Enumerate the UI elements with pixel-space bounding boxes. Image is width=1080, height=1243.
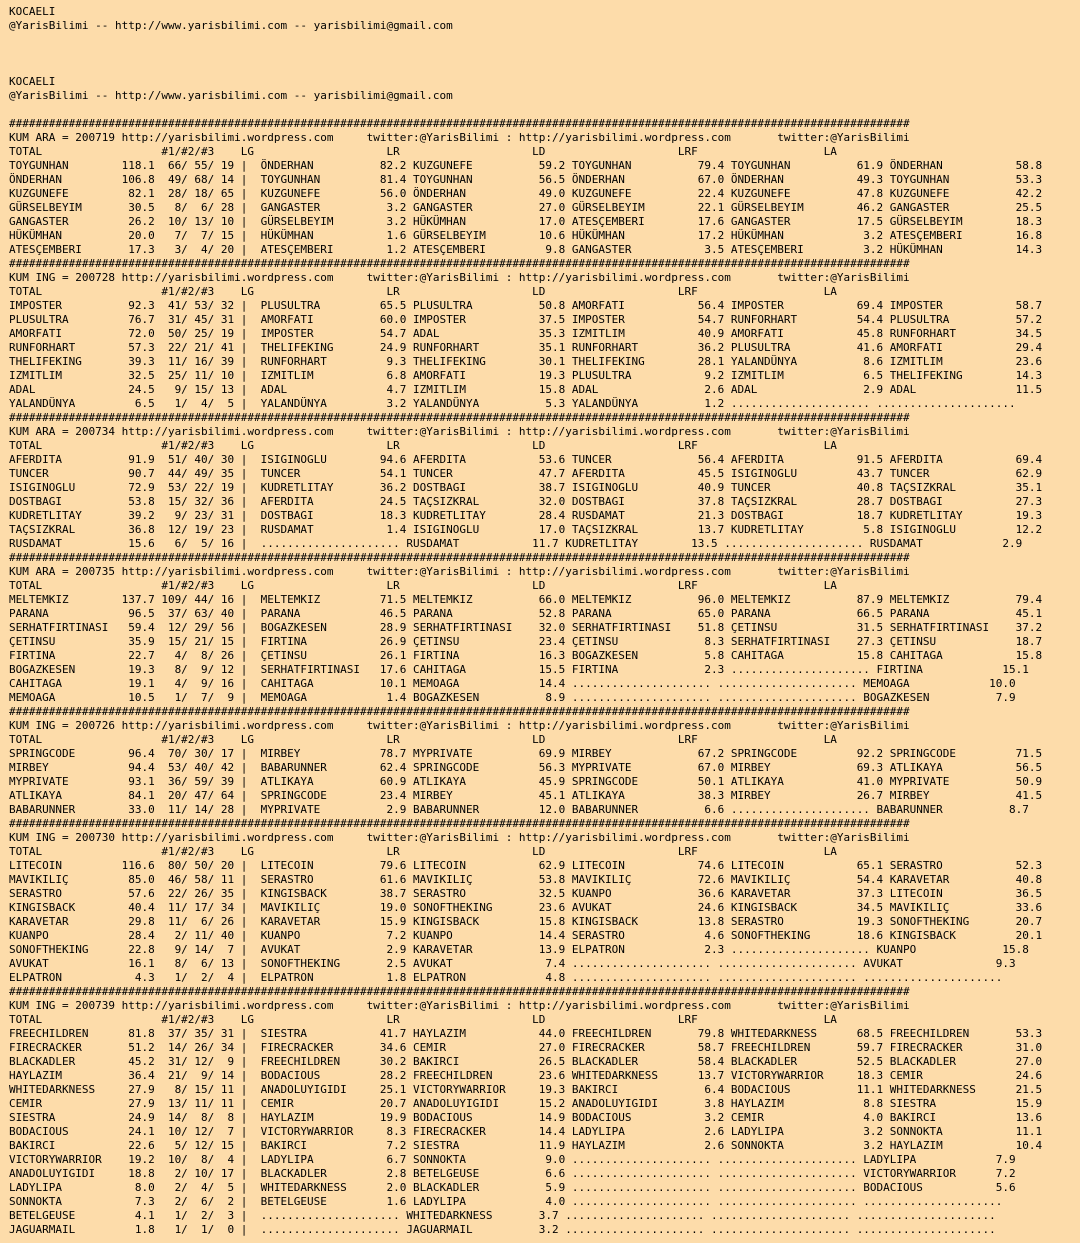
result-row: ELPATRON 4.3 1/ 2/ 4 | ELPATRON 1.8 ELPATRON 4.8 ..................... ..................... .....................: [9, 971, 1003, 984]
result-row: FIRECRACKER 51.2 14/ 26/ 34 | FIRECRACKER 34.6 CEMIR 27.0 FIRECRACKER 58.7 FREECHILDREN 59.7 FIRECRACKER 31.0: [9, 1041, 1043, 1054]
result-row: BODACIOUS 24.1 10/ 12/ 7 | VICTORYWARRIOR 8.3 FIRECRACKER 14.4 LADYLIPA 2.6 LADYLIPA 3.2 SONNOKTA 11.1: [9, 1125, 1043, 1138]
result-row: KARAVETAR 29.8 11/ 6/ 26 | KARAVETAR 15.9 KINGISBACK 15.8 KINGISBACK 13.8 SERASTRO 19.3 SONOFTHEKING 20.7: [9, 915, 1043, 928]
result-row: GANGASTER 26.2 10/ 13/ 10 | GÜRSELBEYIM 3.2 HÜKÜMHAN 17.0 ATESÇEMBERI 17.6 GANGASTER 17.5 GÜRSELBEYIM 18.3: [9, 215, 1043, 228]
result-row: WHITEDARKNESS 27.9 8/ 15/ 11 | ANADOLUYIGIDI 25.1 VICTORYWARRIOR 19.3 BAKIRCI 6.4 BODACIOUS 11.1 WHITEDARKNESS 21.5: [9, 1083, 1043, 1096]
column-header-line: TOTAL #1/#2/#3 LG LR LD LRF LA: [9, 733, 837, 746]
contact-line: @YarisBilimi -- http://www.yarisbilimi.com -- yarisbilimi@gmail.com: [9, 19, 453, 32]
separator-line: ########################################################################################################################################: [9, 817, 910, 830]
result-row: YALANDÜNYA 6.5 1/ 4/ 5 | YALANDÜNYA 3.2 YALANDÜNYA 5.3 YALANDÜNYA 1.2 ..................... .....................: [9, 397, 1016, 410]
result-row: CEMIR 27.9 13/ 11/ 11 | CEMIR 20.7 ANADOLUYIGIDI 15.2 ANADOLUYIGIDI 3.8 HAYLAZIM 8.8 SIESTRA 15.9: [9, 1097, 1043, 1110]
result-row: TOYGUNHAN 118.1 66/ 55/ 19 | ÖNDERHAN 82.2 KUZGUNEFE 59.2 TOYGUNHAN 79.4 TOYGUNHAN 61.9 ÖNDERHAN 58.8: [9, 159, 1043, 172]
contact-line: @YarisBilimi -- http://www.yarisbilimi.com -- yarisbilimi@gmail.com: [9, 89, 453, 102]
blank-line: [9, 47, 1080, 61]
result-row: AVUKAT 16.1 8/ 6/ 13 | SONOFTHEKING 2.5 AVUKAT 7.4 ..................... ..................... AVUKAT 9.3: [9, 957, 1016, 970]
result-row: KUDRETLITAY 39.2 9/ 23/ 31 | DOSTBAGI 18.3 KUDRETLITAY 28.4 RUSDAMAT 21.3 DOSTBAGI 18.7 KUDRETLITAY 19.3: [9, 509, 1043, 522]
separator-line: ########################################################################################################################################: [9, 985, 910, 998]
result-row: ISIGINOGLU 72.9 53/ 22/ 19 | KUDRETLITAY 36.2 DOSTBAGI 38.7 ISIGINOGLU 40.9 TUNCER 40.8 TAÇSIZKRAL 35.1: [9, 481, 1043, 494]
race-header-line: KUM ING = 200730 http://yarisbilimi.wordpress.com twitter:@YarisBilimi : http://yarisbilimi.wordpress.com twitter:@YarisBilimi: [9, 831, 910, 844]
result-row: KINGISBACK 40.4 11/ 17/ 34 | MAVIKILIÇ 19.0 SONOFTHEKING 23.6 AVUKAT 24.6 KINGISBACK 34.5 MAVIKILIÇ 33.6: [9, 901, 1043, 914]
result-row: CAHITAGA 19.1 4/ 9/ 16 | CAHITAGA 10.1 MEMOAGA 14.4 ..................... ..................... MEMOAGA 10.0: [9, 677, 1016, 690]
result-row: GÜRSELBEYIM 30.5 8/ 6/ 28 | GANGASTER 3.2 GANGASTER 27.0 GÜRSELBEYIM 22.1 GÜRSELBEYIM 46.2 GANGASTER 25.5: [9, 201, 1043, 214]
result-row: MEMOAGA 10.5 1/ 7/ 9 | MEMOAGA 1.4 BOGAZKESEN 8.9 ..................... ..................... BOGAZKESEN 7.9: [9, 691, 1016, 704]
result-row: VICTORYWARRIOR 19.2 10/ 8/ 4 | LADYLIPA 6.7 SONNOKTA 9.0 ..................... ..................... LADYLIPA 7.9: [9, 1153, 1016, 1166]
result-row: FREECHILDREN 81.8 37/ 35/ 31 | SIESTRA 41.7 HAYLAZIM 44.0 FREECHILDREN 79.8 WHITEDARKNESS 68.5 FREECHILDREN 53.3: [9, 1027, 1043, 1040]
separator-line: ########################################################################################################################################: [9, 117, 910, 130]
column-header-line: TOTAL #1/#2/#3 LG LR LD LRF LA: [9, 1013, 837, 1026]
result-row: PLUSULTRA 76.7 31/ 45/ 31 | AMORFATI 60.0 IMPOSTER 37.5 IMPOSTER 54.7 RUNFORHART 54.4 PLUSULTRA 57.2: [9, 313, 1043, 326]
result-row: BOGAZKESEN 19.3 8/ 9/ 12 | SERHATFIRTINASI 17.6 CAHITAGA 15.5 FIRTINA 2.3 ..................... FIRTINA 15.1: [9, 663, 1029, 676]
result-row: SERHATFIRTINASI 59.4 12/ 29/ 56 | BOGAZKESEN 28.9 SERHATFIRTINASI 32.0 SERHATFIRTINASI 51.8 ÇETINSU 31.5 SERHATFIRTINASI 37.2: [9, 621, 1043, 634]
column-header-line: TOTAL #1/#2/#3 LG LR LD LRF LA: [9, 145, 837, 158]
result-row: SONNOKTA 7.3 2/ 6/ 2 | BETELGEUSE 1.6 LADYLIPA 4.0 ..................... ..................... .....................: [9, 1195, 1003, 1208]
result-row: ÖNDERHAN 106.8 49/ 68/ 14 | TOYGUNHAN 81.4 TOYGUNHAN 56.5 ÖNDERHAN 67.0 ÖNDERHAN 49.3 TOYGUNHAN 53.3: [9, 173, 1043, 186]
result-row: DOSTBAGI 53.8 15/ 32/ 36 | AFERDITA 24.5 TAÇSIZKRAL 32.0 DOSTBAGI 37.8 TAÇSIZKRAL 28.7 DOSTBAGI 27.3: [9, 495, 1043, 508]
separator-line: ########################################################################################################################################: [9, 551, 910, 564]
race-header-line: KUM ARA = 200734 http://yarisbilimi.wordpress.com twitter:@YarisBilimi : http://yarisbilimi.wordpress.com twitter:@YarisBilimi: [9, 425, 910, 438]
result-row: MIRBEY 94.4 53/ 40/ 42 | BABARUNNER 62.4 SPRINGCODE 56.3 MYPRIVATE 67.0 MIRBEY 69.3 ATLIKAYA 56.5: [9, 761, 1043, 774]
result-row: LADYLIPA 8.0 2/ 4/ 5 | WHITEDARKNESS 2.0 BLACKADLER 5.9 ..................... ..................... BODACIOUS 5.6: [9, 1181, 1016, 1194]
result-row: AMORFATI 72.0 50/ 25/ 19 | IMPOSTER 54.7 ADAL 35.3 IZMITLIM 40.9 AMORFATI 45.8 RUNFORHART 34.5: [9, 327, 1043, 340]
result-row: SIESTRA 24.9 14/ 8/ 8 | HAYLAZIM 19.9 BODACIOUS 14.9 BODACIOUS 3.2 CEMIR 4.0 BAKIRCI 13.6: [9, 1111, 1043, 1124]
result-row: SERASTRO 57.6 22/ 26/ 35 | KINGISBACK 38.7 SERASTRO 32.5 KUANPO 36.6 KARAVETAR 37.3 LITECOIN 36.5: [9, 887, 1043, 900]
blank-line: [9, 61, 1080, 75]
result-row: ATESÇEMBERI 17.3 3/ 4/ 20 | ATESÇEMBERI 1.2 ATESÇEMBERI 9.8 GANGASTER 3.5 ATESÇEMBERI 3.2 HÜKÜMHAN 14.3: [9, 243, 1043, 256]
separator-line: ########################################################################################################################################: [9, 411, 910, 424]
city-title: KOCAELI: [9, 75, 56, 88]
city-title: KOCAELI: [9, 5, 56, 18]
blank-line: [9, 103, 1080, 117]
column-header-line: TOTAL #1/#2/#3 LG LR LD LRF LA: [9, 439, 837, 452]
race-header-line: KUM ARA = 200735 http://yarisbilimi.wordpress.com twitter:@YarisBilimi : http://yarisbilimi.wordpress.com twitter:@YarisBilimi: [9, 565, 910, 578]
result-row: SPRINGCODE 96.4 70/ 30/ 17 | MIRBEY 78.7 MYPRIVATE 69.9 MIRBEY 67.2 SPRINGCODE 92.2 SPRINGCODE 71.5: [9, 747, 1043, 760]
result-row: RUNFORHART 57.3 22/ 21/ 41 | THELIFEKING 24.9 RUNFORHART 35.1 RUNFORHART 36.2 PLUSULTRA 41.6 AMORFATI 29.4: [9, 341, 1043, 354]
result-row: BETELGEUSE 4.1 1/ 2/ 3 | ..................... WHITEDARKNESS 3.7 ..................... ..................... .....................: [9, 1209, 996, 1222]
result-row: AFERDITA 91.9 51/ 40/ 30 | ISIGINOGLU 94.6 AFERDITA 53.6 TUNCER 56.4 AFERDITA 91.5 AFERDITA 69.4: [9, 453, 1043, 466]
result-row: SONOFTHEKING 22.8 9/ 14/ 7 | AVUKAT 2.9 KARAVETAR 13.9 ELPATRON 2.3 ..................... KUANPO 15.8: [9, 943, 1029, 956]
result-row: HÜKÜMHAN 20.0 7/ 7/ 15 | HÜKÜMHAN 1.6 GÜRSELBEYIM 10.6 HÜKÜMHAN 17.2 HÜKÜMHAN 3.2 ATESÇEMBERI 16.8: [9, 229, 1043, 242]
result-row: MYPRIVATE 93.1 36/ 59/ 39 | ATLIKAYA 60.9 ATLIKAYA 45.9 SPRINGCODE 50.1 ATLIKAYA 41.0 MYPRIVATE 50.9: [9, 775, 1043, 788]
result-row: HAYLAZIM 36.4 21/ 9/ 14 | BODACIOUS 28.2 FREECHILDREN 23.6 WHITEDARKNESS 13.7 VICTORYWARRIOR 18.3 CEMIR 24.6: [9, 1069, 1043, 1082]
blank-line: [9, 33, 1080, 47]
result-row: ATLIKAYA 84.1 20/ 47/ 64 | SPRINGCODE 23.4 MIRBEY 45.1 ATLIKAYA 38.3 MIRBEY 26.7 MIRBEY 41.5: [9, 789, 1043, 802]
separator-line: ########################################################################################################################################: [9, 705, 910, 718]
result-row: KUANPO 28.4 2/ 11/ 40 | KUANPO 7.2 KUANPO 14.4 SERASTRO 4.6 SONOFTHEKING 18.6 KINGISBACK 20.1: [9, 929, 1043, 942]
column-header-line: TOTAL #1/#2/#3 LG LR LD LRF LA: [9, 579, 837, 592]
race-header-line: KUM ING = 200728 http://yarisbilimi.wordpress.com twitter:@YarisBilimi : http://yarisbilimi.wordpress.com twitter:@YarisBilimi: [9, 271, 910, 284]
result-row: ÇETINSU 35.9 15/ 21/ 15 | FIRTINA 26.9 ÇETINSU 23.4 ÇETINSU 8.3 SERHATFIRTINASI 27.3 ÇETINSU 18.7: [9, 635, 1043, 648]
race-header-line: KUM ING = 200739 http://yarisbilimi.wordpress.com twitter:@YarisBilimi : http://yarisbilimi.wordpress.com twitter:@YarisBilimi: [9, 999, 910, 1012]
result-row: BABARUNNER 33.0 11/ 14/ 28 | MYPRIVATE 2.9 BABARUNNER 12.0 BABARUNNER 6.6 ..................... BABARUNNER 8.7: [9, 803, 1029, 816]
result-row: TUNCER 90.7 44/ 49/ 35 | TUNCER 54.1 TUNCER 47.7 AFERDITA 45.5 ISIGINOGLU 43.7 TUNCER 62.9: [9, 467, 1043, 480]
result-row: THELIFEKING 39.3 11/ 16/ 39 | RUNFORHART 9.3 THELIFEKING 30.1 THELIFEKING 28.1 YALANDÜNYA 8.6 IZMITLIM 23.6: [9, 355, 1043, 368]
column-header-line: TOTAL #1/#2/#3 LG LR LD LRF LA: [9, 845, 837, 858]
result-row: TAÇSIZKRAL 36.8 12/ 19/ 23 | RUSDAMAT 1.4 ISIGINOGLU 17.0 TAÇSIZKRAL 13.7 KUDRETLITAY 5.8 ISIGINOGLU 12.2: [9, 523, 1043, 536]
result-row: PARANA 96.5 37/ 63/ 40 | PARANA 46.5 PARANA 52.8 PARANA 65.0 PARANA 66.5 PARANA 45.1: [9, 607, 1043, 620]
race-header-line: KUM ARA = 200719 http://yarisbilimi.wordpress.com twitter:@YarisBilimi : http://yarisbilimi.wordpress.com twitter:@YarisBilimi: [9, 131, 910, 144]
result-row: IZMITLIM 32.5 25/ 11/ 10 | IZMITLIM 6.8 AMORFATI 19.3 PLUSULTRA 9.2 IZMITLIM 6.5 THELIFEKING 14.3: [9, 369, 1043, 382]
result-row: KUZGUNEFE 82.1 28/ 18/ 65 | KUZGUNEFE 56.0 ÖNDERHAN 49.0 KUZGUNEFE 22.4 KUZGUNEFE 47.8 KUZGUNEFE 42.2: [9, 187, 1043, 200]
result-row: IMPOSTER 92.3 41/ 53/ 32 | PLUSULTRA 65.5 PLUSULTRA 50.8 AMORFATI 56.4 IMPOSTER 69.4 IMPOSTER 58.7: [9, 299, 1043, 312]
race-header-line: KUM ING = 200726 http://yarisbilimi.wordpress.com twitter:@YarisBilimi : http://yarisbilimi.wordpress.com twitter:@YarisBilimi: [9, 719, 910, 732]
separator-line: ########################################################################################################################################: [9, 257, 910, 270]
result-row: JAGUARMAIL 1.8 1/ 1/ 0 | ..................... JAGUARMAIL 3.2 ..................... ..................... .....................: [9, 1223, 996, 1236]
result-row: LITECOIN 116.6 80/ 50/ 20 | LITECOIN 79.6 LITECOIN 62.9 LITECOIN 74.6 LITECOIN 65.1 SERASTRO 52.3: [9, 859, 1043, 872]
result-row: MELTEMKIZ 137.7 109/ 44/ 16 | MELTEMKIZ 71.5 MELTEMKIZ 66.0 MELTEMKIZ 96.0 MELTEMKIZ 87.9 MELTEMKIZ 79.4: [9, 593, 1043, 606]
result-row: RUSDAMAT 15.6 6/ 5/ 16 | ..................... RUSDAMAT 11.7 KUDRETLITAY 13.5 ..................... RUSDAMAT 2.9: [9, 537, 1023, 550]
result-row: MAVIKILIÇ 85.0 46/ 58/ 11 | SERASTRO 61.6 MAVIKILIÇ 53.8 MAVIKILIÇ 72.6 MAVIKILIÇ 54.4 KARAVETAR 40.8: [9, 873, 1043, 886]
result-row: BLACKADLER 45.2 31/ 12/ 9 | FREECHILDREN 30.2 BAKIRCI 26.5 BLACKADLER 58.4 BLACKADLER 52.5 BLACKADLER 27.0: [9, 1055, 1043, 1068]
column-header-line: TOTAL #1/#2/#3 LG LR LD LRF LA: [9, 285, 837, 298]
result-row: ANADOLUYIGIDI 18.8 2/ 10/ 17 | BLACKADLER 2.8 BETELGEUSE 6.6 ..................... ..................... VICTORYWARRIOR 7.2: [9, 1167, 1016, 1180]
result-row: FIRTINA 22.7 4/ 8/ 26 | ÇETINSU 26.1 FIRTINA 16.3 BOGAZKESEN 5.8 CAHITAGA 15.8 CAHITAGA 15.8: [9, 649, 1043, 662]
result-row: ADAL 24.5 9/ 15/ 13 | ADAL 4.7 IZMITLIM 15.8 ADAL 2.6 ADAL 2.9 ADAL 11.5: [9, 383, 1043, 396]
result-row: BAKIRCI 22.6 5/ 12/ 15 | BAKIRCI 7.2 SIESTRA 11.9 HAYLAZIM 2.6 SONNOKTA 3.2 HAYLAZIM 10.4: [9, 1139, 1043, 1152]
